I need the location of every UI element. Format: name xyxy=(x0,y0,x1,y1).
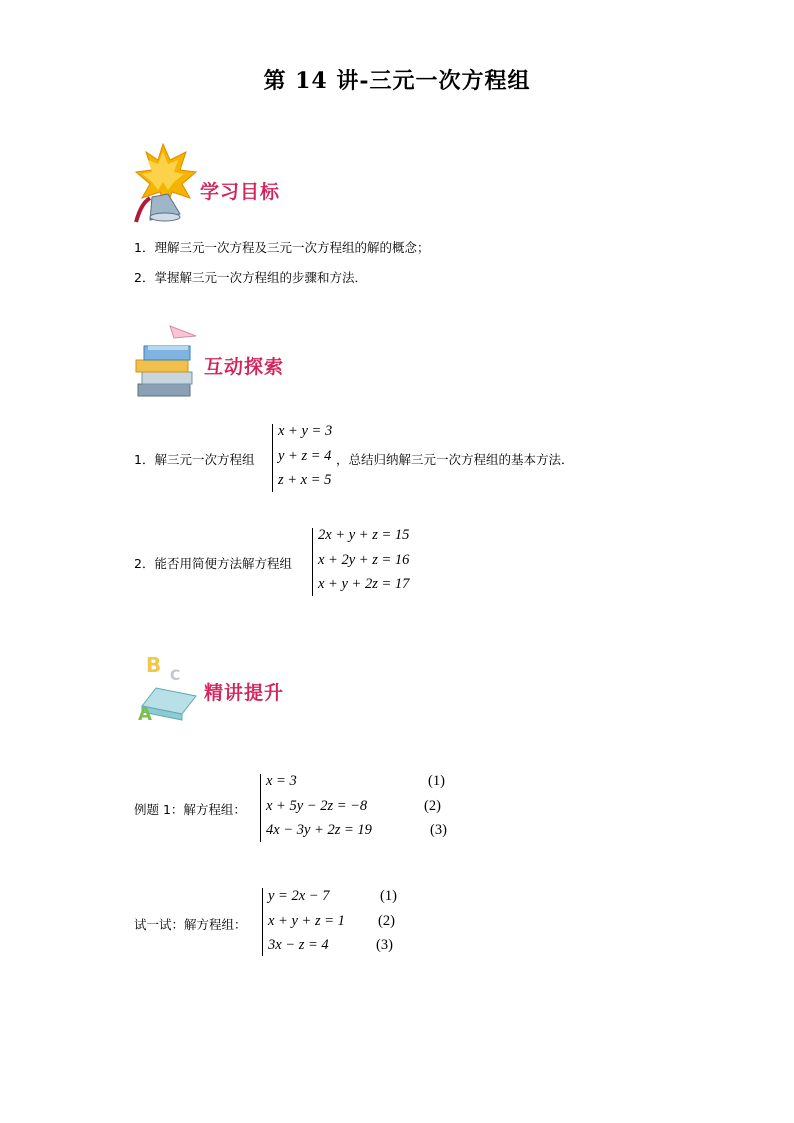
try-eq-2: x + y + z = 1 xyxy=(268,913,345,929)
question-1-eq-1: x + y = 3 xyxy=(278,423,333,439)
question-1-eq-2: y + z = 4 xyxy=(278,448,332,464)
question-1-eq-3: z + x = 5 xyxy=(278,472,332,488)
question-2-prefix: 2．能否用简便方法解方程组 xyxy=(134,556,292,571)
question-1-suffix: ，总结归纳解三元一次方程组的基本方法． xyxy=(336,452,574,467)
try-tag-3: (3) xyxy=(376,937,393,953)
try-eq-1: y = 2x − 7 xyxy=(268,888,330,904)
goal-item-2: 2．掌握解三元一次方程组的步骤和方法． xyxy=(134,270,367,285)
page-title: 第 14 讲-三元一次方程组 xyxy=(263,68,531,94)
books-icon xyxy=(130,322,202,404)
try-tag-1: (1) xyxy=(380,888,397,904)
question-2-brace xyxy=(312,528,317,596)
try-prefix: 试一试：解方程组： xyxy=(134,917,247,932)
question-2-eq-2: x + 2y + z = 16 xyxy=(318,552,410,568)
example-1-eq-3: 4x − 3y + 2z = 19 xyxy=(266,822,372,838)
example-1-eq-1: x = 3 xyxy=(266,773,297,789)
question-1-brace xyxy=(272,424,277,492)
question-2-eq-3: x + y + 2z = 17 xyxy=(318,576,410,592)
maple-leaf-bell-icon xyxy=(128,142,198,226)
question-1-prefix: 1．解三元一次方程组 xyxy=(134,452,255,467)
try-tag-2: (2) xyxy=(378,913,395,929)
section-title-goals: 学习目标 xyxy=(200,181,281,203)
example-1-eq-2: x + 5y − 2z = −8 xyxy=(266,798,368,814)
example-1-tag-1: (1) xyxy=(428,773,445,789)
example-1-brace xyxy=(260,774,265,842)
svg-text:C: C xyxy=(170,668,181,684)
try-eq-3: 3x − z = 4 xyxy=(268,937,329,953)
goal-item-1: 1．理解三元一次方程及三元一次方程组的解的概念； xyxy=(134,240,430,255)
question-2-eq-1: 2x + y + z = 15 xyxy=(318,527,410,543)
example-1-tag-3: (3) xyxy=(430,822,447,838)
svg-text:B: B xyxy=(146,653,162,677)
abc-book-icon xyxy=(132,650,204,722)
section-title-explore: 互动探索 xyxy=(204,356,285,378)
svg-text:A: A xyxy=(138,704,152,722)
try-brace xyxy=(262,888,267,956)
example-1-tag-2: (2) xyxy=(424,798,441,814)
section-title-lecture: 精讲提升 xyxy=(204,682,285,704)
example-1-prefix: 例题 1：解方程组： xyxy=(134,802,246,817)
